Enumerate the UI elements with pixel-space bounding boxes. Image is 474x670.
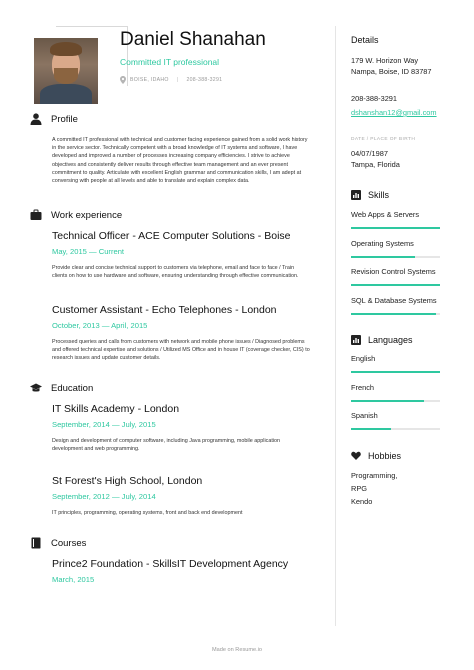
contact-phone: 208-388-3291 xyxy=(186,77,223,83)
language-item-label: French xyxy=(351,382,375,392)
briefcase-icon xyxy=(30,209,42,221)
language-item-level-fill xyxy=(351,400,424,402)
heart-icon xyxy=(351,451,361,461)
skill-item xyxy=(351,267,440,276)
avatar xyxy=(34,38,98,104)
skill-item-label: Web Apps & Servers xyxy=(351,210,420,219)
work-item-text: Processed queries and calls from customers with network and mobile phone issues / Diagnosed problems and offered technical expertise and solutions / Utilized MS Office and in house IT (coverage checker, CIS) to research issues and update customer details. xyxy=(52,339,310,362)
courses-heading: Courses xyxy=(30,537,86,549)
skill-item-level-bar xyxy=(351,227,440,229)
skill-item-level-fill xyxy=(351,284,440,286)
education-item-text: IT principles, programming, operating systems, front and back end development xyxy=(52,510,243,516)
languages-heading: Languages xyxy=(351,335,413,345)
details-address-line2: Nampa, Boise, ID 83787 xyxy=(351,67,432,76)
bar-chart-icon xyxy=(351,335,361,345)
skill-item-level-fill xyxy=(351,256,415,258)
details-heading: Details xyxy=(351,35,379,45)
contact-separator: | xyxy=(176,77,179,83)
hobby-item: Programming, xyxy=(351,471,398,480)
contact-line xyxy=(120,76,222,84)
details-phone: 208-388-3291 xyxy=(351,94,398,103)
details-address-line1: 179 W. Horizon Way xyxy=(351,56,419,65)
skill-item-level-fill xyxy=(351,227,440,229)
details-email-link[interactable]: dshanshan12@gmail.com xyxy=(351,108,437,117)
skill-item-level-bar xyxy=(351,284,440,286)
course-item-title: Prince2 Foundation - SkillsIT Development Agency xyxy=(52,558,289,570)
footer-credit: Made on Resume.io xyxy=(211,647,263,653)
person-subtitle: Committed IT professional xyxy=(120,57,220,67)
skill-item-label: SQL & Database Systems xyxy=(351,295,437,305)
work-item-title: Customer Assistant - Echo Telephones - London xyxy=(52,304,277,316)
language-item xyxy=(351,354,440,363)
language-item-level-bar xyxy=(351,400,440,402)
education-item-title: St Forest's High School, London xyxy=(52,475,203,487)
skill-item xyxy=(351,210,440,219)
skill-item-level-fill xyxy=(351,313,436,315)
details-dob-label: DATE / PLACE OF BIRTH xyxy=(351,137,416,142)
education-item-text: Design and development of computer software, including Java programming, mobile application development and web programming. xyxy=(52,438,281,453)
graduation-cap-icon xyxy=(30,382,42,394)
course-item-date: March, 2015 xyxy=(52,575,95,584)
hobby-item: Kendo xyxy=(351,497,373,506)
work-item-date: October, 2013 — April, 2015 xyxy=(52,321,148,330)
person-icon xyxy=(30,113,42,125)
skill-item-level-bar xyxy=(351,256,440,258)
bar-chart-icon xyxy=(351,190,361,200)
education-heading: Education xyxy=(30,382,93,394)
column-divider xyxy=(335,26,336,626)
contact-location: BOISE, IDAHO xyxy=(130,77,169,83)
profile-text: A committed IT professional with technical and customer facing experience gained from a solid work history in the service sector. Technically competent with a broad knowledge of IT systems and software, I have developed and improved a number of processes increasing company efficiencies. I strive to achieve objectives and consistently deliver results through effective team management and an ever present commitment to quality. Articulate with excellent English grammar and communication skills, I am adept at conversing with people at all levels and able to translate and explain complex data. xyxy=(52,137,308,185)
work-item-title: Technical Officer - ACE Computer Solutions - Boise xyxy=(52,230,291,242)
skill-item xyxy=(351,296,440,305)
book-icon xyxy=(30,537,42,549)
language-item-label: Spanish xyxy=(351,411,378,420)
work-heading: Work experience xyxy=(30,209,122,221)
work-item-date: May, 2015 — Current xyxy=(52,247,125,256)
person-name: Daniel Shanahan xyxy=(120,29,266,50)
language-item-level-fill xyxy=(351,428,391,430)
skill-item xyxy=(351,239,440,248)
language-item xyxy=(351,411,440,420)
details-dob: 04/07/1987 xyxy=(351,149,388,158)
location-pin-icon xyxy=(120,76,126,84)
profile-heading: Profile xyxy=(30,113,78,125)
details-pob: Tampa, Florida xyxy=(351,160,400,169)
skills-heading: Skills xyxy=(351,190,389,200)
language-item-level-bar xyxy=(351,371,440,373)
hobby-item: RPG xyxy=(351,484,368,493)
work-item-text: Provide clear and concise technical support to customers via telephone, email and face to face / Train clients on how to use hardware and software, ensuring understanding through effective communication. xyxy=(52,265,299,280)
language-item-label: English xyxy=(351,354,376,363)
hobbies-heading: Hobbies xyxy=(351,451,401,461)
education-item-title: IT Skills Academy - London xyxy=(52,403,180,415)
skill-item-label: Revision Control Systems xyxy=(351,267,436,276)
education-item-date: September, 2012 — July, 2014 xyxy=(52,492,156,501)
skill-item-label: Operating Systems xyxy=(351,238,414,248)
language-item xyxy=(351,383,440,392)
language-item-level-bar xyxy=(351,428,440,430)
education-item-date: September, 2014 — July, 2015 xyxy=(52,420,156,429)
skill-item-level-bar xyxy=(351,313,440,315)
language-item-level-fill xyxy=(351,371,440,373)
